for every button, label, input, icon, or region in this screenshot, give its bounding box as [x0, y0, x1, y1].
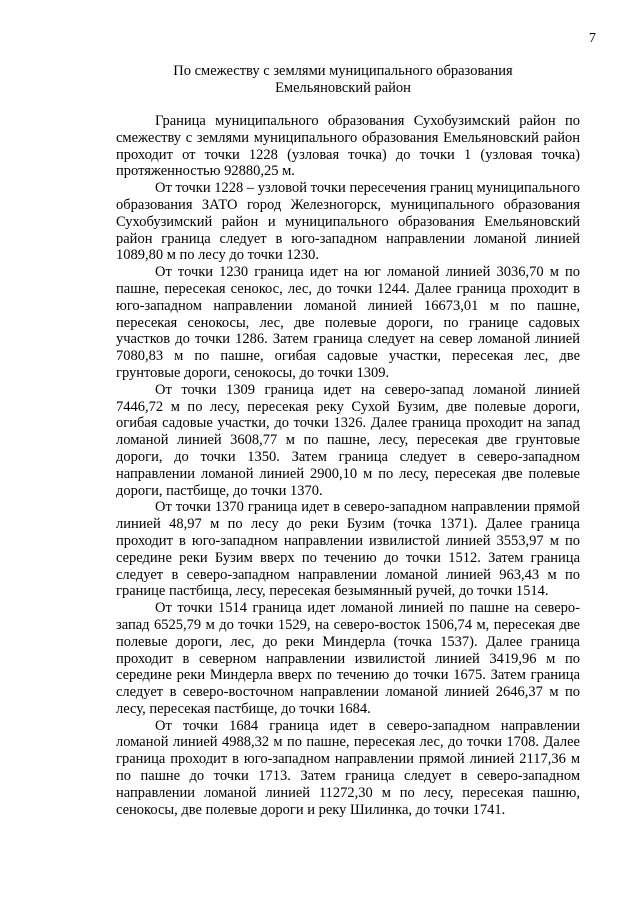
paragraph: От точки 1228 – узловой точки пересечения границ муниципального образования ЗАТО город Железногорск, муниципального образования Сухобузимский район и муниципального образования Емельяновский район граница следует в юго-западном направлении ломаной линией 1089,80 м по лесу до точки 1230. [116, 180, 580, 264]
paragraph: Граница муниципального образования Сухобузимский район по смежеству с землями муниципального образования Емельяновский район проходит от точки 1228 (узловая точка) до точки 1 (узловая точка) протяженностью 92880,25 м. [116, 113, 580, 180]
paragraph: От точки 1309 граница идет на северо-запад ломаной линией 7446,72 м по лесу, пересекая реку Сухой Бузим, две полевые дороги, огибая садовые участки, до точки 1326. Далее граница проходит на запад ломаной линией 3608,77 м по пашне, лесу, пересекая две грунтовые дороги, до точки 1350. Затем граница следует в северо-западном направлении ломаной линией 2900,10 м по лесу, пересекая две полевые дороги, пастбище, до точки 1370. [116, 381, 580, 499]
document-body [116, 113, 580, 818]
paragraph: От точки 1230 граница идет на юг ломаной линией 3036,70 м по пашне, пересекая сенокос, лес, до точки 1244. Далее граница проходит в юго-западном направлении ломаной линией 16673,01 м по пашне, пересекая сенокосы, лес, две полевые дороги, по границе садовых участков до точки 1286. Затем граница следует на север ломаной линией 7080,83 м по пашне, огибая садовые участки, пересекая лес, две грунтовые дороги, сенокосы, до точки 1309. [116, 264, 580, 381]
page-number: 7 [589, 31, 596, 46]
paragraph: От точки 1684 граница идет в северо-западном направлении ломаной линией 4988,32 м по пашне, пересекая лес, до точки 1708. Далее граница проходит в юго-западном направлении прямой линией 2117,36 м по пашне до точки 1713. Затем граница следует в северо-западном направлении ломаной линией 11272,30 м по лесу, пересекая пашню, сенокосы, две полевые дороги и реку Шилинка, до точки 1741. [116, 717, 580, 818]
paragraph: От точки 1370 граница идет в северо-западном направлении прямой линией 48,97 м по лесу до реки Бузим (точка 1371). Далее граница проходит в юго-западном направлении извилистой линией 3553,97 м по середине реки Бузим вверх по течению до точки 1512. Затем граница следует в северо-западном направлении ломаной линией 963,43 м по границе пастбища, лесу, пересекая безымянный ручей, до точки 1514. [116, 499, 580, 600]
section-title [116, 63, 580, 97]
section-title-line-2: Емельяновский район [275, 80, 411, 96]
paragraph: От точки 1514 граница идет ломаной линией по пашне на северо-запад 6525,79 м до точки 1529, на северо-восток 1506,74 м, пересекая две полевые дороги, лес, до реки Миндерла (точка 1537). Далее граница проходит в северном направлении извилистой линией 3419,96 м по середине реки Миндерла вверх по течению до точки 1675. Затем граница следует в северо-восточном направлении ломаной линией 2646,37 м по лесу, пересекая пастбище, до точки 1684. [116, 600, 580, 717]
section-title-line-1: По смежеству с землями муниципального образования [173, 63, 513, 79]
